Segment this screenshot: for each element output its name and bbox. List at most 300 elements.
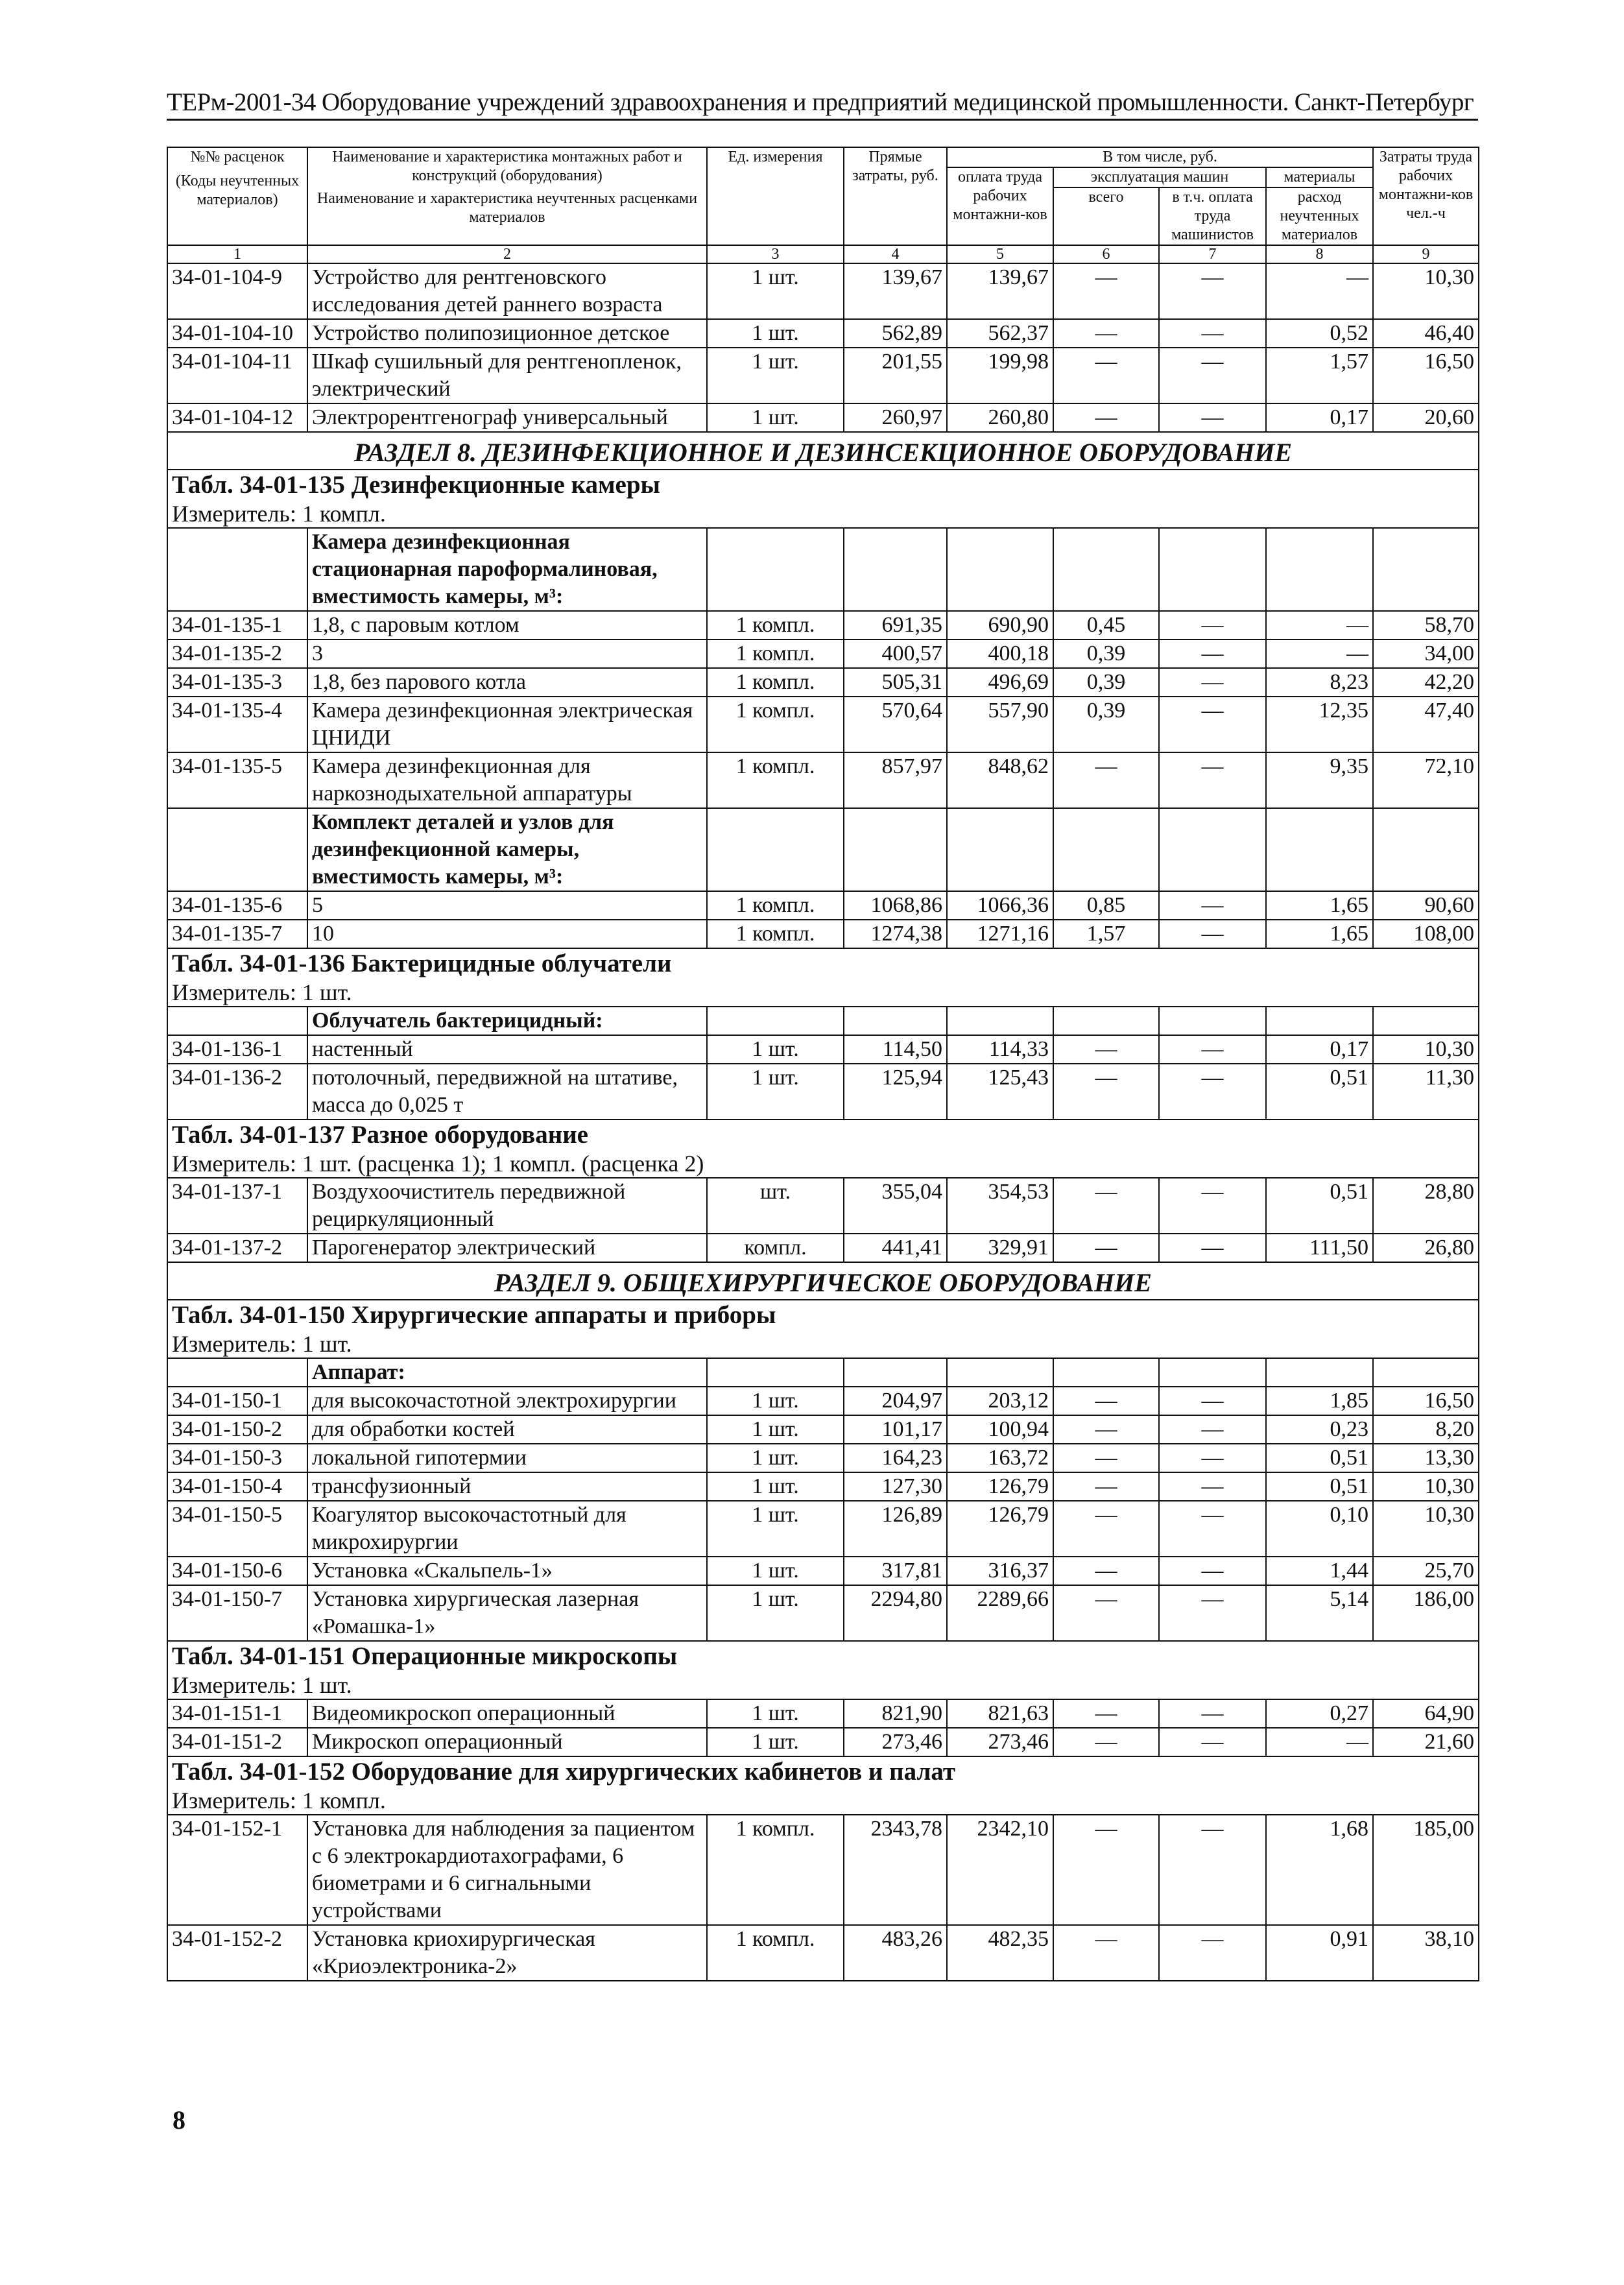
rate-code: 34-01-137-2 bbox=[167, 1234, 307, 1262]
machines-total: 0,45 bbox=[1053, 611, 1159, 640]
machinists-pay: — bbox=[1159, 640, 1266, 668]
col-number: 8 bbox=[1266, 245, 1373, 263]
table-row bbox=[167, 263, 1479, 319]
subtable-header-row bbox=[167, 1119, 1479, 1178]
rate-unit: 1 компл. bbox=[707, 1925, 844, 1981]
col-number: 6 bbox=[1053, 245, 1159, 263]
labor-hours: 10,30 bbox=[1373, 1035, 1479, 1064]
materials: 8,23 bbox=[1266, 668, 1373, 697]
materials: 0,10 bbox=[1266, 1501, 1373, 1557]
machines-total: — bbox=[1053, 1064, 1159, 1119]
direct-costs: 273,46 bbox=[844, 1728, 947, 1756]
machinists-pay: — bbox=[1159, 1585, 1266, 1641]
col-material-consumption-header: расход неучтенных материалов bbox=[1266, 187, 1373, 245]
machinists-pay: — bbox=[1159, 920, 1266, 948]
rate-name: трансфузионный bbox=[307, 1472, 707, 1501]
group-row bbox=[167, 1007, 1479, 1035]
labor-hours: 64,90 bbox=[1373, 1699, 1479, 1728]
rate-unit: 1 компл. bbox=[707, 752, 844, 808]
rate-name: Установка «Скальпель-1» bbox=[307, 1557, 707, 1585]
section-cell bbox=[167, 1262, 1479, 1300]
empty-cell bbox=[1053, 1007, 1159, 1035]
materials: 0,23 bbox=[1266, 1415, 1373, 1444]
group-title: Аппарат: bbox=[307, 1358, 707, 1387]
direct-costs: 2294,80 bbox=[844, 1585, 947, 1641]
direct-costs: 821,90 bbox=[844, 1699, 947, 1728]
subtable-header bbox=[167, 1119, 1479, 1178]
rate-name: для обработки костей bbox=[307, 1415, 707, 1444]
rate-unit: 1 компл. bbox=[707, 920, 844, 948]
rate-code: 34-01-150-4 bbox=[167, 1472, 307, 1501]
rate-code: 34-01-135-2 bbox=[167, 640, 307, 668]
subtable-title: Табл. 34-01-150 Хирургические аппараты и приборы bbox=[172, 1301, 776, 1329]
rate-unit: 1 компл. bbox=[707, 697, 844, 752]
rate-unit: 1 шт. bbox=[707, 1699, 844, 1728]
machines-total: — bbox=[1053, 1178, 1159, 1234]
col-number: 3 bbox=[707, 245, 844, 263]
rate-unit: компл. bbox=[707, 1234, 844, 1262]
materials: 1,65 bbox=[1266, 920, 1373, 948]
machines-total: 0,85 bbox=[1053, 891, 1159, 920]
rate-unit: 1 шт. bbox=[707, 1728, 844, 1756]
machinists-pay: — bbox=[1159, 348, 1266, 403]
table-body bbox=[167, 147, 1479, 1981]
direct-costs: 125,94 bbox=[844, 1064, 947, 1119]
labor-hours: 10,30 bbox=[1373, 263, 1479, 319]
machinists-pay: — bbox=[1159, 319, 1266, 348]
labor-pay: 400,18 bbox=[947, 640, 1053, 668]
labor-pay: 2289,66 bbox=[947, 1585, 1053, 1641]
labor-hours: 58,70 bbox=[1373, 611, 1479, 640]
col-number: 7 bbox=[1159, 245, 1266, 263]
labor-pay: 126,79 bbox=[947, 1501, 1053, 1557]
labor-pay: 562,37 bbox=[947, 319, 1053, 348]
rate-unit: 1 шт. bbox=[707, 1444, 844, 1472]
subtable-measure: Измеритель: 1 компл. bbox=[172, 1788, 386, 1813]
table-row bbox=[167, 1728, 1479, 1756]
section-title: РАЗДЕЛ 9. ОБЩЕХИРУРГИЧЕСКОЕ ОБОРУДОВАНИЕ bbox=[494, 1268, 1152, 1297]
machines-total: — bbox=[1053, 1444, 1159, 1472]
labor-hours: 8,20 bbox=[1373, 1415, 1479, 1444]
col-machinists-header: в т.ч. оплата труда машинистов bbox=[1159, 187, 1266, 245]
direct-costs: 164,23 bbox=[844, 1444, 947, 1472]
labor-hours: 26,80 bbox=[1373, 1234, 1479, 1262]
materials: 0,51 bbox=[1266, 1444, 1373, 1472]
direct-costs: 114,50 bbox=[844, 1035, 947, 1064]
empty-cell bbox=[707, 528, 844, 611]
direct-costs: 505,31 bbox=[844, 668, 947, 697]
empty-cell bbox=[1159, 528, 1266, 611]
rate-unit: 1 компл. bbox=[707, 1815, 844, 1925]
table-row bbox=[167, 319, 1479, 348]
materials: — bbox=[1266, 640, 1373, 668]
section-row bbox=[167, 432, 1479, 470]
empty-cell bbox=[947, 528, 1053, 611]
rate-code: 34-01-104-12 bbox=[167, 403, 307, 432]
machinists-pay: — bbox=[1159, 1387, 1266, 1415]
rate-unit: 1 компл. bbox=[707, 640, 844, 668]
machinists-pay: — bbox=[1159, 668, 1266, 697]
direct-costs: 1068,86 bbox=[844, 891, 947, 920]
page-header: ТЕРм-2001-34 Оборудование учреждений здравоохранения и предприятий медицинской промышленности. Санкт-Петербург bbox=[167, 88, 1478, 121]
section-row bbox=[167, 1262, 1479, 1300]
subtable-header bbox=[167, 948, 1479, 1007]
labor-pay: 354,53 bbox=[947, 1178, 1053, 1234]
materials: 0,51 bbox=[1266, 1472, 1373, 1501]
labor-hours: 185,00 bbox=[1373, 1815, 1479, 1925]
subtable-title: Табл. 34-01-151 Операционные микроскопы bbox=[172, 1642, 678, 1670]
direct-costs: 126,89 bbox=[844, 1501, 947, 1557]
empty-cell bbox=[1373, 808, 1479, 891]
machines-total: — bbox=[1053, 1501, 1159, 1557]
subtable-measure: Измеритель: 1 шт. (расценка 1); 1 компл. (расценка 2) bbox=[172, 1151, 704, 1177]
group-row bbox=[167, 528, 1479, 611]
subtable-header-row bbox=[167, 1756, 1479, 1815]
rate-unit: 1 шт. bbox=[707, 1557, 844, 1585]
col-machines-header: эксплуатация машин bbox=[1053, 167, 1266, 187]
machines-total: 0,39 bbox=[1053, 697, 1159, 752]
empty-cell bbox=[707, 1007, 844, 1035]
table-row bbox=[167, 1035, 1479, 1064]
machinists-pay: — bbox=[1159, 1557, 1266, 1585]
rate-unit: 1 шт. bbox=[707, 348, 844, 403]
rate-unit: 1 шт. bbox=[707, 1415, 844, 1444]
labor-pay: 482,35 bbox=[947, 1925, 1053, 1981]
rate-name: Установка хирургическая лазерная «Ромашка-1» bbox=[307, 1585, 707, 1641]
direct-costs: 483,26 bbox=[844, 1925, 947, 1981]
rate-name: Шкаф сушильный для рентгенопленок, электрический bbox=[307, 348, 707, 403]
labor-hours: 16,50 bbox=[1373, 1387, 1479, 1415]
labor-pay: 100,94 bbox=[947, 1415, 1053, 1444]
subtable-header-row bbox=[167, 470, 1479, 528]
machines-total: — bbox=[1053, 263, 1159, 319]
group-row bbox=[167, 1358, 1479, 1387]
labor-pay: 690,90 bbox=[947, 611, 1053, 640]
rate-name: Устройство для рентгеновского исследования детей раннего возраста bbox=[307, 263, 707, 319]
direct-costs: 127,30 bbox=[844, 1472, 947, 1501]
labor-pay: 2342,10 bbox=[947, 1815, 1053, 1925]
group-code-empty bbox=[167, 1358, 307, 1387]
rate-unit: 1 шт. bbox=[707, 1064, 844, 1119]
machinists-pay: — bbox=[1159, 752, 1266, 808]
table-row bbox=[167, 1387, 1479, 1415]
materials: 12,35 bbox=[1266, 697, 1373, 752]
rate-name: Установка криохирургическая «Криоэлектроника-2» bbox=[307, 1925, 707, 1981]
machinists-pay: — bbox=[1159, 891, 1266, 920]
col-material-code-label: (Коды неучтенных материалов) bbox=[175, 173, 300, 208]
machines-total: — bbox=[1053, 348, 1159, 403]
empty-cell bbox=[1266, 808, 1373, 891]
labor-hours: 46,40 bbox=[1373, 319, 1479, 348]
direct-costs: 355,04 bbox=[844, 1178, 947, 1234]
labor-hours: 21,60 bbox=[1373, 1728, 1479, 1756]
machines-total: — bbox=[1053, 319, 1159, 348]
subtable-measure: Измеритель: 1 шт. bbox=[172, 1331, 352, 1357]
machinists-pay: — bbox=[1159, 697, 1266, 752]
machinists-pay: — bbox=[1159, 1501, 1266, 1557]
rate-name: Коагулятор высокочастотный для микрохирургии bbox=[307, 1501, 707, 1557]
subtable-header-row bbox=[167, 948, 1479, 1007]
machines-total: — bbox=[1053, 1035, 1159, 1064]
machinists-pay: — bbox=[1159, 1444, 1266, 1472]
labor-hours: 90,60 bbox=[1373, 891, 1479, 920]
empty-cell bbox=[1159, 808, 1266, 891]
materials: 1,85 bbox=[1266, 1387, 1373, 1415]
materials: 1,65 bbox=[1266, 891, 1373, 920]
table-row bbox=[167, 752, 1479, 808]
col-number: 4 bbox=[844, 245, 947, 263]
table-row bbox=[167, 891, 1479, 920]
rate-code: 34-01-135-4 bbox=[167, 697, 307, 752]
machinists-pay: — bbox=[1159, 1728, 1266, 1756]
empty-cell bbox=[1053, 1358, 1159, 1387]
materials: 1,44 bbox=[1266, 1557, 1373, 1585]
materials: 5,14 bbox=[1266, 1585, 1373, 1641]
empty-cell bbox=[947, 1007, 1053, 1035]
machines-total: — bbox=[1053, 1728, 1159, 1756]
machines-total: 0,39 bbox=[1053, 640, 1159, 668]
empty-cell bbox=[947, 1358, 1053, 1387]
direct-costs: 570,64 bbox=[844, 697, 947, 752]
direct-costs: 101,17 bbox=[844, 1415, 947, 1444]
labor-hours: 10,30 bbox=[1373, 1501, 1479, 1557]
empty-cell bbox=[844, 1007, 947, 1035]
labor-hours: 25,70 bbox=[1373, 1557, 1479, 1585]
machinists-pay: — bbox=[1159, 1234, 1266, 1262]
direct-costs: 562,89 bbox=[844, 319, 947, 348]
subtable-title: Табл. 34-01-136 Бактерицидные облучатели bbox=[172, 950, 672, 977]
rate-name: локальной гипотермии bbox=[307, 1444, 707, 1472]
group-code-empty bbox=[167, 808, 307, 891]
rate-name: настенный bbox=[307, 1035, 707, 1064]
labor-pay: 199,98 bbox=[947, 348, 1053, 403]
subtable-header bbox=[167, 470, 1479, 528]
table-row bbox=[167, 1415, 1479, 1444]
machinists-pay: — bbox=[1159, 1472, 1266, 1501]
materials: 111,50 bbox=[1266, 1234, 1373, 1262]
table-row bbox=[167, 640, 1479, 668]
labor-hours: 108,00 bbox=[1373, 920, 1479, 948]
machinists-pay: — bbox=[1159, 263, 1266, 319]
subtable-header bbox=[167, 1300, 1479, 1358]
rate-code: 34-01-152-1 bbox=[167, 1815, 307, 1925]
materials: 0,91 bbox=[1266, 1925, 1373, 1981]
materials: 0,51 bbox=[1266, 1064, 1373, 1119]
col-code-label: №№ расценок bbox=[190, 149, 285, 165]
labor-hours: 42,20 bbox=[1373, 668, 1479, 697]
rates-table bbox=[167, 147, 1479, 1981]
rate-unit: 1 шт. bbox=[707, 1035, 844, 1064]
rate-unit: 1 шт. bbox=[707, 1501, 844, 1557]
direct-costs: 201,55 bbox=[844, 348, 947, 403]
direct-costs: 2343,78 bbox=[844, 1815, 947, 1925]
machines-total: — bbox=[1053, 752, 1159, 808]
labor-hours: 13,30 bbox=[1373, 1444, 1479, 1472]
labor-hours: 47,40 bbox=[1373, 697, 1479, 752]
labor-pay: 126,79 bbox=[947, 1472, 1053, 1501]
rate-code: 34-01-151-1 bbox=[167, 1699, 307, 1728]
direct-costs: 857,97 bbox=[844, 752, 947, 808]
rate-code: 34-01-135-7 bbox=[167, 920, 307, 948]
machines-total: — bbox=[1053, 1925, 1159, 1981]
empty-cell bbox=[707, 808, 844, 891]
machines-total: — bbox=[1053, 1585, 1159, 1641]
rate-code: 34-01-137-1 bbox=[167, 1178, 307, 1234]
machinists-pay: — bbox=[1159, 1178, 1266, 1234]
materials: 1,68 bbox=[1266, 1815, 1373, 1925]
table-row bbox=[167, 348, 1479, 403]
table-row bbox=[167, 697, 1479, 752]
empty-cell bbox=[707, 1358, 844, 1387]
machines-total: — bbox=[1053, 1699, 1159, 1728]
table-row bbox=[167, 1925, 1479, 1981]
rate-unit: шт. bbox=[707, 1178, 844, 1234]
machinists-pay: — bbox=[1159, 1415, 1266, 1444]
subtable-header-row bbox=[167, 1641, 1479, 1699]
rate-code: 34-01-135-3 bbox=[167, 668, 307, 697]
subtable-measure: Измеритель: 1 компл. bbox=[172, 501, 386, 527]
rate-code: 34-01-136-2 bbox=[167, 1064, 307, 1119]
col-number: 1 bbox=[167, 245, 307, 263]
section-title: РАЗДЕЛ 8. ДЕЗИНФЕКЦИОННОЕ И ДЕЗИНСЕКЦИОННОЕ ОБОРУДОВАНИЕ bbox=[353, 438, 1293, 467]
rate-code: 34-01-150-7 bbox=[167, 1585, 307, 1641]
direct-costs: 204,97 bbox=[844, 1387, 947, 1415]
rate-name: потолочный, передвижной на штативе, масса до 0,025 т bbox=[307, 1064, 707, 1119]
group-title: Камера дезинфекционная стационарная пароформалиновая, вместимость камеры, м³: bbox=[307, 528, 707, 611]
rate-code: 34-01-135-6 bbox=[167, 891, 307, 920]
empty-cell bbox=[1373, 528, 1479, 611]
group-code-empty bbox=[167, 528, 307, 611]
rate-code: 34-01-150-6 bbox=[167, 1557, 307, 1585]
table-row bbox=[167, 1557, 1479, 1585]
empty-cell bbox=[1053, 808, 1159, 891]
rate-name: Установка для наблюдения за пациентом с 6 электрокардиотахографами, 6 биометрами и 6 сигнальными устройствами bbox=[307, 1815, 707, 1925]
machines-total: — bbox=[1053, 1557, 1159, 1585]
table-row bbox=[167, 1585, 1479, 1641]
labor-pay: 821,63 bbox=[947, 1699, 1053, 1728]
group-code-empty bbox=[167, 1007, 307, 1035]
labor-hours: 20,60 bbox=[1373, 403, 1479, 432]
materials: 0,27 bbox=[1266, 1699, 1373, 1728]
machines-total: 1,57 bbox=[1053, 920, 1159, 948]
materials: 1,57 bbox=[1266, 348, 1373, 403]
labor-pay: 316,37 bbox=[947, 1557, 1053, 1585]
rate-unit: 1 шт. bbox=[707, 263, 844, 319]
table-row bbox=[167, 1064, 1479, 1119]
labor-pay: 496,69 bbox=[947, 668, 1053, 697]
labor-pay: 1066,36 bbox=[947, 891, 1053, 920]
machinists-pay: — bbox=[1159, 1064, 1266, 1119]
col-including-header: В том числе, руб. bbox=[947, 147, 1373, 167]
table-row bbox=[167, 1444, 1479, 1472]
empty-cell bbox=[1373, 1358, 1479, 1387]
column-number-row bbox=[167, 245, 1479, 263]
col-hours-header: Затраты труда рабочих монтажни-ков чел.-ч bbox=[1373, 147, 1479, 245]
rate-name: 5 bbox=[307, 891, 707, 920]
materials: — bbox=[1266, 611, 1373, 640]
rate-unit: 1 компл. bbox=[707, 891, 844, 920]
labor-pay: 329,91 bbox=[947, 1234, 1053, 1262]
rate-name: 10 bbox=[307, 920, 707, 948]
col-number: 9 bbox=[1373, 245, 1479, 263]
col-material-name-label: Наименование и характеристика неучтенных расценками материалов bbox=[316, 190, 698, 226]
rate-code: 34-01-150-5 bbox=[167, 1501, 307, 1557]
labor-pay: 114,33 bbox=[947, 1035, 1053, 1064]
labor-pay: 848,62 bbox=[947, 752, 1053, 808]
machines-total: — bbox=[1053, 1234, 1159, 1262]
col-name-header bbox=[307, 147, 707, 245]
machines-total: — bbox=[1053, 1472, 1159, 1501]
materials: 0,52 bbox=[1266, 319, 1373, 348]
table-row bbox=[167, 920, 1479, 948]
labor-pay: 1271,16 bbox=[947, 920, 1053, 948]
materials: 9,35 bbox=[1266, 752, 1373, 808]
rate-name: Видеомикроскоп операционный bbox=[307, 1699, 707, 1728]
machinists-pay: — bbox=[1159, 611, 1266, 640]
group-row bbox=[167, 808, 1479, 891]
group-title: Комплект деталей и узлов для дезинфекционной камеры, вместимость камеры, м³: bbox=[307, 808, 707, 891]
empty-cell bbox=[1373, 1007, 1479, 1035]
labor-pay: 260,80 bbox=[947, 403, 1053, 432]
rate-unit: 1 компл. bbox=[707, 611, 844, 640]
labor-hours: 186,00 bbox=[1373, 1585, 1479, 1641]
rate-unit: 1 компл. bbox=[707, 668, 844, 697]
direct-costs: 691,35 bbox=[844, 611, 947, 640]
rate-code: 34-01-136-1 bbox=[167, 1035, 307, 1064]
subtable-measure: Измеритель: 1 шт. bbox=[172, 979, 352, 1005]
rate-name: Камера дезинфекционная электрическая ЦНИДИ bbox=[307, 697, 707, 752]
subtable-header-row bbox=[167, 1300, 1479, 1358]
labor-hours: 28,80 bbox=[1373, 1178, 1479, 1234]
direct-costs: 139,67 bbox=[844, 263, 947, 319]
machinists-pay: — bbox=[1159, 1699, 1266, 1728]
machines-total: — bbox=[1053, 1815, 1159, 1925]
direct-costs: 400,57 bbox=[844, 640, 947, 668]
empty-cell bbox=[1266, 1007, 1373, 1035]
table-row bbox=[167, 611, 1479, 640]
col-code-header bbox=[167, 147, 307, 245]
col-labor-header: оплата труда рабочих монтажни-ков bbox=[947, 167, 1053, 245]
direct-costs: 317,81 bbox=[844, 1557, 947, 1585]
empty-cell bbox=[1266, 528, 1373, 611]
labor-pay: 125,43 bbox=[947, 1064, 1053, 1119]
page-number: 8 bbox=[173, 2105, 185, 2135]
rate-code: 34-01-104-11 bbox=[167, 348, 307, 403]
rate-name: Камера дезинфекционная для наркознодыхательной аппаратуры bbox=[307, 752, 707, 808]
subtable-header bbox=[167, 1756, 1479, 1815]
rate-name: 1,8, с паровым котлом bbox=[307, 611, 707, 640]
labor-pay: 273,46 bbox=[947, 1728, 1053, 1756]
rate-code: 34-01-104-9 bbox=[167, 263, 307, 319]
direct-costs: 441,41 bbox=[844, 1234, 947, 1262]
table-row bbox=[167, 403, 1479, 432]
col-direct-header: Прямые затраты, руб. bbox=[844, 147, 947, 245]
machinists-pay: — bbox=[1159, 1925, 1266, 1981]
direct-costs: 1274,38 bbox=[844, 920, 947, 948]
machines-total: — bbox=[1053, 403, 1159, 432]
labor-hours: 72,10 bbox=[1373, 752, 1479, 808]
machines-total: — bbox=[1053, 1415, 1159, 1444]
group-title: Облучатель бактерицидный: bbox=[307, 1007, 707, 1035]
rate-code: 34-01-152-2 bbox=[167, 1925, 307, 1981]
col-number: 5 bbox=[947, 245, 1053, 263]
rate-name: Воздухоочиститель передвижной рециркуляционный bbox=[307, 1178, 707, 1234]
labor-pay: 203,12 bbox=[947, 1387, 1053, 1415]
table-row bbox=[167, 1699, 1479, 1728]
machines-total: — bbox=[1053, 1387, 1159, 1415]
empty-cell bbox=[1159, 1358, 1266, 1387]
rate-code: 34-01-150-1 bbox=[167, 1387, 307, 1415]
